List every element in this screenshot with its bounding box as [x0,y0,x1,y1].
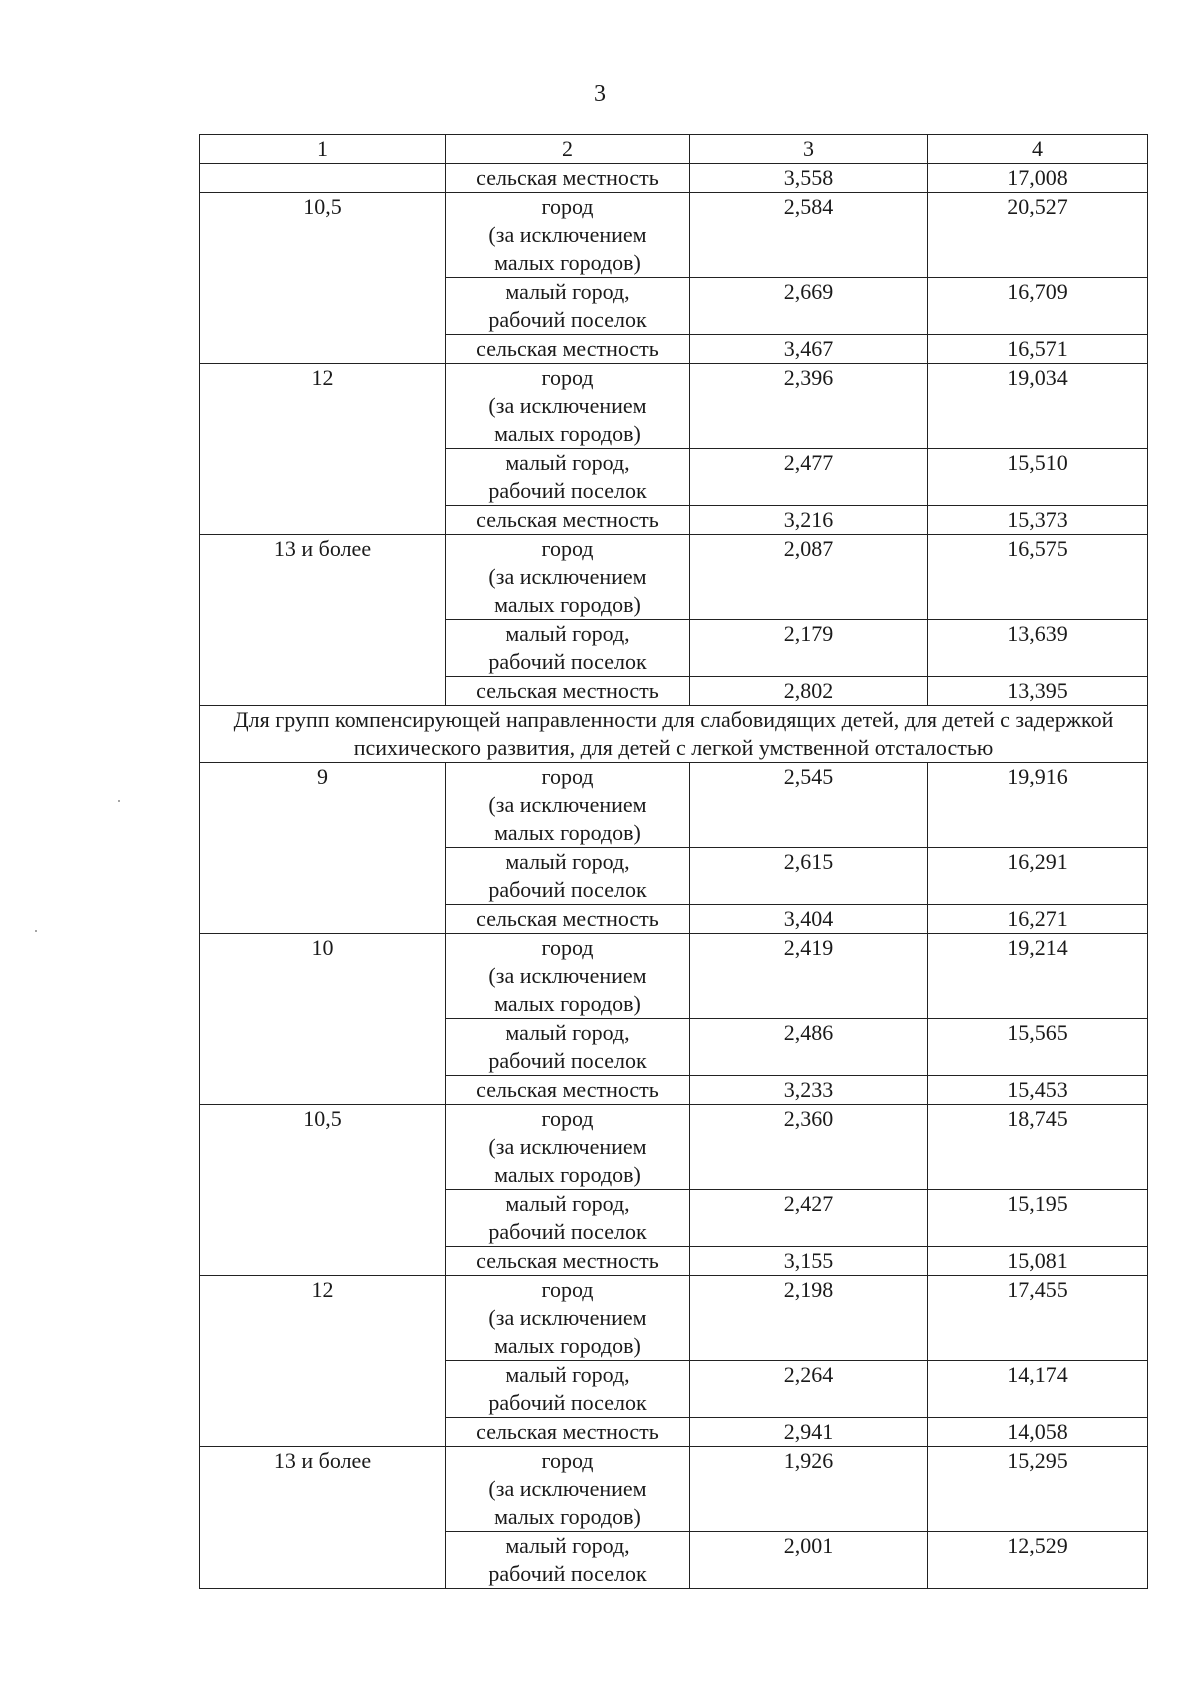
area-line: малых городов) [494,1333,641,1358]
area-cell: сельская местность [446,164,690,193]
value-col3-cell: 2,198 [690,1276,928,1361]
value-col4-cell: 16,291 [928,848,1148,905]
scan-speck [118,800,120,802]
area-line: город [541,194,594,219]
header-cell-3: 3 [690,135,928,164]
value-col4-cell: 13,395 [928,677,1148,706]
area-line: сельская местность [476,336,659,361]
area-line: (за исключением [488,792,647,817]
group-label-cell: 10 [200,934,446,1105]
area-cell [446,449,690,506]
value-col3-cell: 2,477 [690,449,928,506]
area-line: малых городов) [494,421,641,446]
value-col4-cell: 16,709 [928,278,1148,335]
table-row [200,1105,1148,1190]
table-row [200,535,1148,620]
value-col3-cell: 2,360 [690,1105,928,1190]
value-col4-cell: 15,081 [928,1247,1148,1276]
area-cell [446,535,690,620]
area-cell [446,1418,690,1447]
table-row [200,164,1148,193]
area-line: рабочий поселок [488,1219,647,1244]
area-line: (за исключением [488,1305,647,1330]
value-col4-cell: 15,453 [928,1076,1148,1105]
area-line: малый город, [505,279,630,304]
area-line: рабочий поселок [488,478,647,503]
area-line: город [541,935,594,960]
area-cell [446,905,690,934]
value-col3-cell: 2,427 [690,1190,928,1247]
value-col4-cell: 15,295 [928,1447,1148,1532]
area-cell [446,1019,690,1076]
area-cell [446,1447,690,1532]
area-line: (за исключением [488,222,647,247]
value-col4-cell: 15,373 [928,506,1148,535]
header-cell-4: 4 [928,135,1148,164]
area-line: (за исключением [488,564,647,589]
area-line: сельская местность [476,1419,659,1444]
page-number: 3 [594,81,606,107]
value-col4-cell: 18,745 [928,1105,1148,1190]
area-cell [446,1105,690,1190]
value-col3-cell: 2,087 [690,535,928,620]
value-col3-cell: 2,545 [690,763,928,848]
table-row [200,934,1148,1019]
value-col3-cell: 3,216 [690,506,928,535]
area-line: малых городов) [494,820,641,845]
area-cell [446,1076,690,1105]
group-label-cell: 9 [200,763,446,934]
table-row [200,1447,1148,1532]
area-line: малый город, [505,1020,630,1045]
value-col3-cell: 1,926 [690,1447,928,1532]
value-col4-cell: 14,174 [928,1361,1148,1418]
value-col3-cell: 2,419 [690,934,928,1019]
table-body [200,135,1148,1589]
value-col3-cell: 2,486 [690,1019,928,1076]
value-col3-cell: 2,941 [690,1418,928,1447]
header-cell-1: 1 [200,135,446,164]
area-line: малый город, [505,1362,630,1387]
area-line: город [541,1448,594,1473]
value-col4-cell: 19,214 [928,934,1148,1019]
table-row [200,364,1148,449]
area-line: малых городов) [494,991,641,1016]
value-col3-cell: 2,264 [690,1361,928,1418]
group-label-cell: 13 и более [200,1447,446,1589]
area-cell [446,364,690,449]
area-line: сельская местность [476,507,659,532]
value-col4-cell: 14,058 [928,1418,1148,1447]
area-line: (за исключением [488,1134,647,1159]
area-line: сельская местность [476,678,659,703]
area-cell [446,620,690,677]
table-row [200,763,1148,848]
value-col4-cell: 16,575 [928,535,1148,620]
value-col3-cell: 2,179 [690,620,928,677]
area-line: рабочий поселок [488,1048,647,1073]
area-line: город [541,1277,594,1302]
value-col3-cell: 2,396 [690,364,928,449]
value-col4-cell: 16,571 [928,335,1148,364]
value-col4-cell: 17,455 [928,1276,1148,1361]
area-line: город [541,1106,594,1131]
value-col3-cell: 3,233 [690,1076,928,1105]
value-col4-cell: 19,916 [928,763,1148,848]
area-line: малый город, [505,621,630,646]
value-col3-cell: 3,558 [690,164,928,193]
area-cell [446,848,690,905]
group-label-cell: 10,5 [200,193,446,364]
value-col3-cell: 2,584 [690,193,928,278]
area-cell [446,506,690,535]
group-label-cell: 12 [200,1276,446,1447]
table-row [200,1276,1148,1361]
value-col3-cell: 2,615 [690,848,928,905]
area-line: (за исключением [488,1476,647,1501]
value-col4-cell: 16,271 [928,905,1148,934]
header-row [200,135,1148,164]
value-col4-cell: 13,639 [928,620,1148,677]
value-col4-cell: 19,034 [928,364,1148,449]
area-line: (за исключением [488,393,647,418]
area-line: (за исключением [488,963,647,988]
area-cell [446,1247,690,1276]
area-cell [446,278,690,335]
area-line: рабочий поселок [488,1390,647,1415]
area-cell [446,763,690,848]
area-line: малый город, [505,1533,630,1558]
value-col4-cell: 15,565 [928,1019,1148,1076]
area-line: сельская местность [476,1248,659,1273]
area-line: малых городов) [494,1162,641,1187]
value-col3-cell: 3,404 [690,905,928,934]
area-line: рабочий поселок [488,877,647,902]
group-label-cell: 12 [200,364,446,535]
value-col4-cell: 12,529 [928,1532,1148,1589]
area-cell [446,335,690,364]
area-line: малый город, [505,1191,630,1216]
area-line: город [541,536,594,561]
value-col3-cell: 2,802 [690,677,928,706]
value-col4-cell: 15,510 [928,449,1148,506]
value-col3-cell: 3,467 [690,335,928,364]
section-row [200,706,1148,763]
area-line: рабочий поселок [488,307,647,332]
area-cell [446,1190,690,1247]
area-line: город [541,365,594,390]
value-col4-cell: 20,527 [928,193,1148,278]
area-line: сельская местность [476,1077,659,1102]
area-cell [446,677,690,706]
header-cell-2: 2 [446,135,690,164]
group-label-cell: 13 и более [200,535,446,706]
area-line: малых городов) [494,592,641,617]
area-cell [446,1532,690,1589]
area-line: рабочий поселок [488,1561,647,1586]
value-col4-cell: 17,008 [928,164,1148,193]
area-cell [446,1361,690,1418]
value-col3-cell: 2,669 [690,278,928,335]
area-line: рабочий поселок [488,649,647,674]
area-cell [446,934,690,1019]
group-label-cell [200,164,446,193]
area-line: сельская местность [476,906,659,931]
area-line: малых городов) [494,250,641,275]
group-label-cell: 10,5 [200,1105,446,1276]
area-line: малых городов) [494,1504,641,1529]
area-line: город [541,764,594,789]
scan-speck [35,930,37,932]
value-col3-cell: 2,001 [690,1532,928,1589]
value-col4-cell: 15,195 [928,1190,1148,1247]
section-title: Для групп компенсирующей направленности для слабовидящих детей, для детей с задержкой психического развития, для детей с легкой умственной отсталостью [200,706,1148,763]
table-row [200,193,1148,278]
area-cell [446,193,690,278]
area-line: малый город, [505,450,630,475]
area-cell [446,1276,690,1361]
area-line: малый город, [505,849,630,874]
tariff-table [199,134,1148,1589]
value-col3-cell: 3,155 [690,1247,928,1276]
